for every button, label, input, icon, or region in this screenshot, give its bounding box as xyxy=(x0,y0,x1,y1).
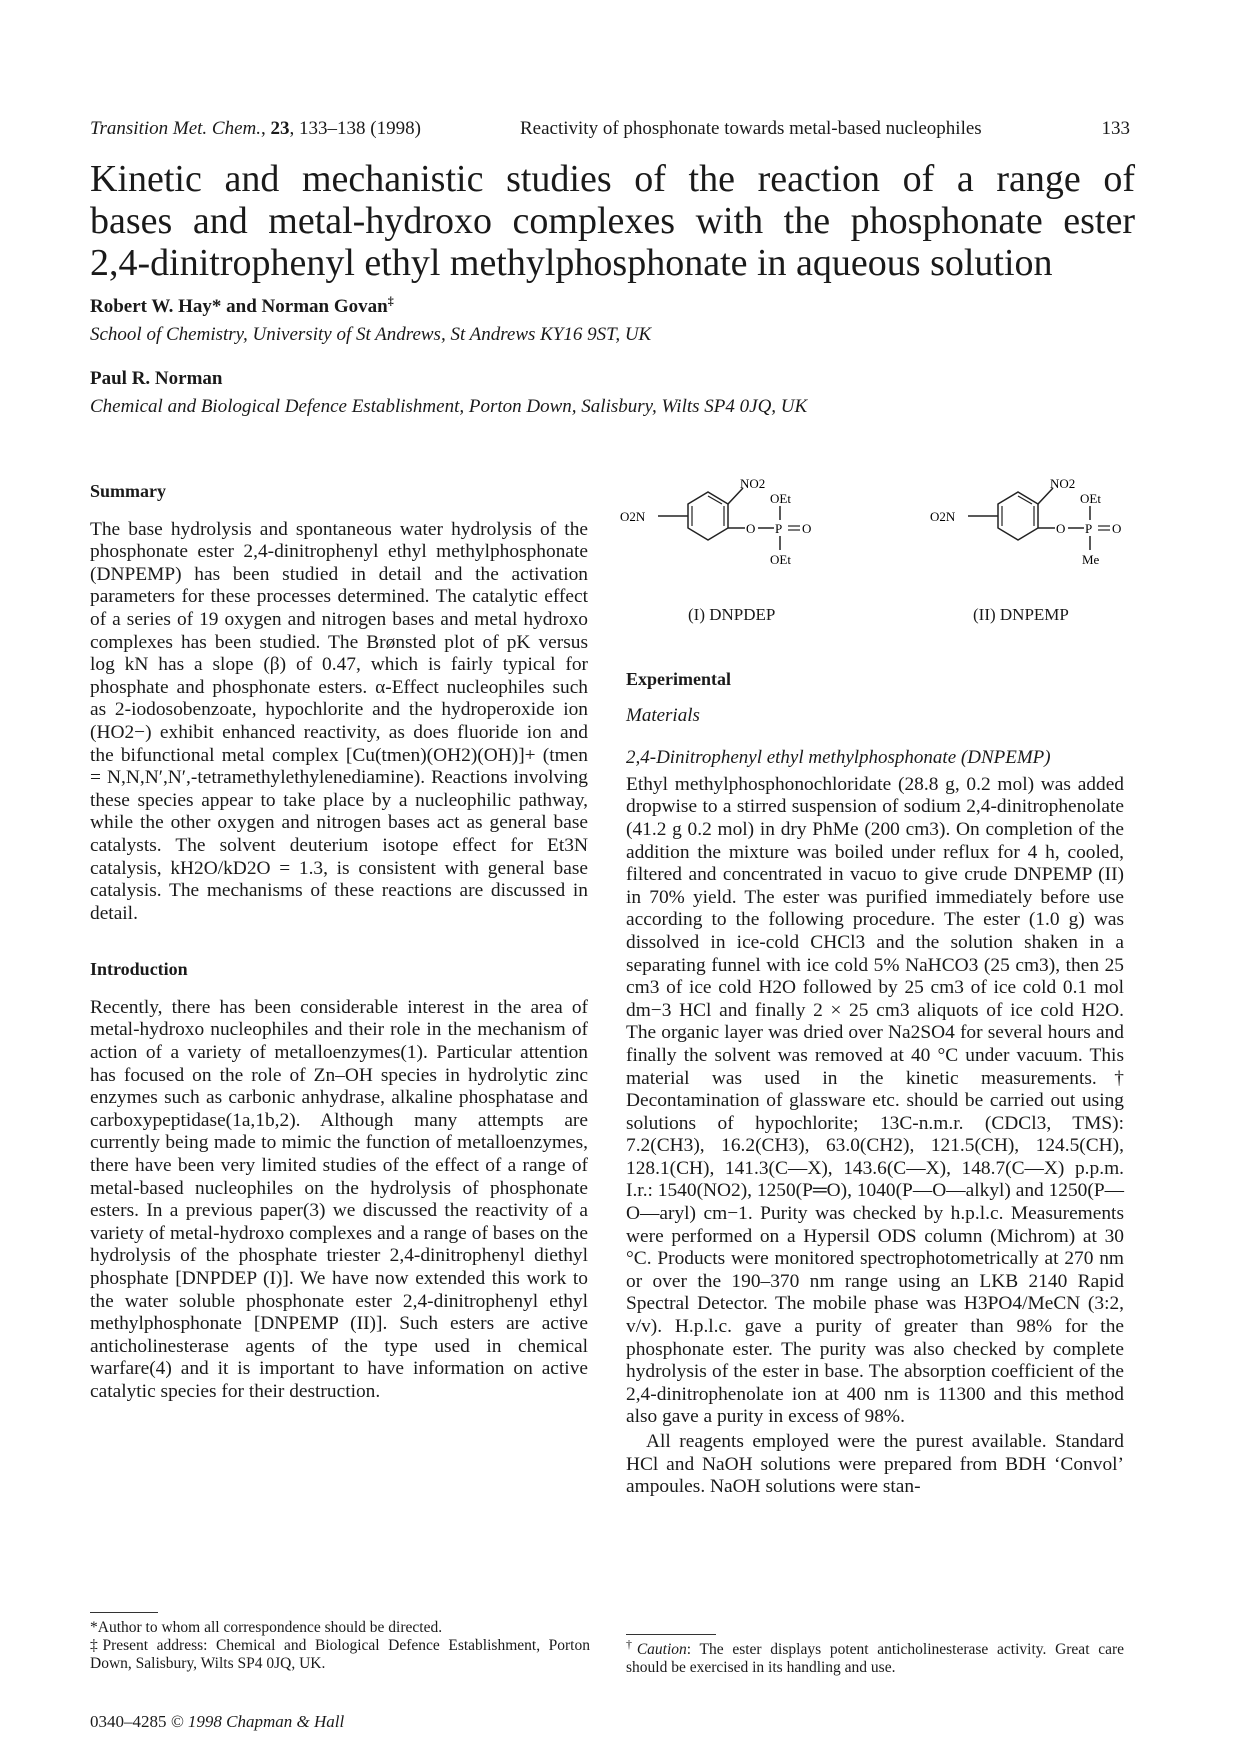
introduction-text: Recently, there has been considerable interest in the area of metal-hydroxo nucleophiles and their role in the mechanism of action of a variety of metalloenzymes(1). Particular attention has focused on the role of Zn–OH species in hydrolytic zinc enzymes such as carbonic anhydrase, alkaline phosphatase and carboxypeptidase(1a,1b,2). Although many attempts are currently being made to mimic the function of metalloenzymes, there have been very limited studies of the effect of a range of metal-based nucleophiles on the hydrolysis of phosphonate esters. In a previous paper(3) we discussed the reactivity of a variety of metal-hydroxo complexes and a range of bases on the hydrolysis of the phosphate triester 2,4-dinitrophenyl diethyl phosphate [DNPDEP (I)]. We have now extended this work to the water soluble phosphonate ester 2,4-dinitrophenyl ethyl methylphosphonate [DNPEMP (II)]. Such esters are active anticholinesterase agents of the type used in chemical warfare(4) and it is important to have information on active catalytic species for their destruction. xyxy=(90,996,588,1402)
caution-label: Caution xyxy=(636,1641,687,1658)
structure-1-caption: (I) DNPDEP xyxy=(688,605,776,624)
citation: Transition Met. Chem., 23, 133–138 (1998) xyxy=(90,118,421,139)
title-line: Kinetic and mechanistic studies of the reaction of a range of xyxy=(90,158,1135,200)
po-label: O xyxy=(802,521,812,536)
oet-label: OEt xyxy=(770,552,791,567)
structure-dnpdep-drawing xyxy=(608,476,828,576)
ester-o-label: O xyxy=(1056,521,1066,536)
footnote-right xyxy=(626,1636,1125,1677)
structure-2-caption: (II) DNPEMP xyxy=(973,605,1069,624)
materials-heading: Materials xyxy=(626,704,700,726)
author-group-2: Paul R. Norman xyxy=(90,368,223,389)
footnote-rule-right xyxy=(626,1634,716,1635)
summary-heading: Summary xyxy=(90,481,166,501)
page-number: 133 xyxy=(1101,118,1130,139)
footnote-rule-left xyxy=(90,1612,158,1613)
footnote-correspondence: *Author to whom all correspondence should be directed. xyxy=(90,1619,443,1636)
running-title: Reactivity of phosphonate towards metal-based nucleophiles xyxy=(520,118,982,139)
o2n-label: O2N xyxy=(930,509,956,524)
oet-label: OEt xyxy=(1080,491,1101,506)
title-line: 2,4-dinitrophenyl ethyl methylphosphonate in aqueous solution xyxy=(90,242,1053,284)
me-label: Me xyxy=(1082,552,1100,567)
footnote-present-address: ‡Present address: Chemical and Biological Defence Establishment, Porton Down, Salisbury, Wilts SP4 0JQ, UK. xyxy=(90,1637,590,1672)
o2n-label: O2N xyxy=(620,509,646,524)
footnotes-left xyxy=(90,1619,590,1673)
copyright: © 1998 Chapman & Hall xyxy=(170,1712,345,1731)
compound-heading: 2,4-Dinitrophenyl ethyl methylphosphonate (DNPEMP) xyxy=(626,747,1051,769)
volume: 23 xyxy=(270,118,290,139)
experimental-paragraph-2: All reagents employed were the purest available. Standard HCl and NaOH solutions were prepared from BDH ‘Convol’ ampoules. NaOH solutions were stan- xyxy=(626,1431,1124,1498)
summary-text: The base hydrolysis and spontaneous water hydrolysis of the phosphonate ester 2,4-dinitrophenyl ethyl methylphosphonate (DNPEMP) has been studied in detail and the activation parameters for these processes determined. The catalytic effect of a series of 19 oxygen and nitrogen bases and metal hydroxo complexes has been studied. The Brønsted plot of pK versus log kN has a slope (β) of 0.47, which is fairly typical for phosphate and phosphonate esters. α-Effect nucleophiles such as 2-iodosobenzoate, hypochlorite and the hydroperoxide ion (HO2−) exhibit enhanced reactivity, as does fluoride ion and the bifunctional metal complex [Cu(tmen)(OH2)(OH)]+ (tmen = N,N,N′,N′,-tetramethylethylenediamine). Reactions involving these species appear to take place by a nucleophilic pathway, while the other oxygen and nitrogen bases act as general base catalysts. The solvent deuterium isotope effect for Et3N catalysis, kH2O/kD2O = 1.3, is consistent with general base catalysis. The mechanisms of these reactions are discussed in detail. xyxy=(90,518,588,924)
introduction-heading: Introduction xyxy=(90,959,188,980)
pages-year: , 133–138 (1998) xyxy=(289,118,421,139)
no2-label: NO2 xyxy=(1050,476,1076,491)
experimental-paragraph-1: Ethyl methylphosphonochloridate (28.8 g, 0.2 mol) was added dropwise to a stirred suspension of sodium 2,4-dinitrophenolate (41.2 g 0.2 mol) in dry PhMe (200 cm3). On completion of the addition the mixture was boiled under reflux for 4 h, cooled, filtered and concentrated in vacuo to give crude DNPEMP (II) in 70% yield. The ester was purified immediately before use according to the following procedure. The ester (1.0 g) was dissolved in ice-cold CHCl3 and the solution shaken in a separating funnel with ice cold 5% NaHCO3 (25 cm3), then 25 cm3 of ice cold H2O followed by 25 cm3 of ice cold 0.1 mol dm−3 HCl and finally 2 × 25 cm3 aliquots of ice cold H2O. The organic layer was dried over Na2SO4 for several hours and finally the solvent was removed at 40 °C under vacuum. This material was used in the kinetic measurements.† Decontamination of glassware etc. should be carried out using solutions of hypochlorite; 13C-n.m.r. (CDCl3, TMS): 7.2(CH3), 16.2(CH3), 63.0(CH2), 121.5(CH), 124.5(CH), 128.1(CH), 141.3(C—X), 143.6(C—X), 148.7(C—X) p.p.m. I.r.: 1540(NO2), 1250(P═O), 1040(P—O—alkyl) and 1250(P—O—aryl) cm−1. Purity was checked by h.p.l.c. Measurements were performed on a Hypersil ODS column (Michrom) at 30 °C. Products were monitored spectrophotometrically at 270 nm or over the 190–370 nm range using an LKB 2140 Rapid Spectral Detector. The mobile phase was H3PO4/MeCN (3:2, v/v). H.p.l.c. gave a purity of greater than 98% for the phosphonate ester. The purity was also checked by complete hydrolysis of the ester in base. The absorption coefficient of the 2,4-dinitrophenolate ion at 400 nm is 11300 and this method also gave a purity in excess of 98%. xyxy=(626,773,1124,1428)
no2-label: NO2 xyxy=(740,476,766,491)
copyright-line xyxy=(90,1712,344,1732)
affiliation-2: Chemical and Biological Defence Establishment, Porton Down, Salisbury, Wilts SP4 0JQ, UK xyxy=(90,396,808,417)
footnote-caution: †Caution: The ester displays potent anticholinesterase activity. Great care should be exercised in its handling and use. xyxy=(626,1636,1125,1676)
oet-label: OEt xyxy=(770,491,791,506)
ester-o-label: O xyxy=(746,521,756,536)
structure-dnpemp xyxy=(918,476,1138,576)
footnote-mark: ‡ xyxy=(387,293,394,308)
structure-dnpdep xyxy=(608,476,828,576)
article-title xyxy=(90,158,1135,284)
affiliation-1: School of Chemistry, University of St Andrews, St Andrews KY16 9ST, UK xyxy=(90,324,652,345)
left-column xyxy=(90,480,588,1404)
po-label: O xyxy=(1112,521,1122,536)
title-line: bases and metal-hydroxo complexes with the phosphonate ester xyxy=(90,200,1135,242)
issn: 0340–4285 xyxy=(90,1712,167,1731)
journal-name: Transition Met. Chem. xyxy=(90,118,262,139)
right-column xyxy=(626,668,1124,1499)
structure-dnpemp-drawing xyxy=(918,476,1138,576)
p-label: P xyxy=(1085,521,1093,536)
experimental-heading: Experimental xyxy=(626,669,731,689)
p-label: P xyxy=(775,521,783,536)
author-group-1: Robert W. Hay* and Norman Govan‡ xyxy=(90,293,394,317)
caution-text: : The ester displays potent anticholinesterase activity. Great care should be exercised in its handling and use. xyxy=(626,1641,1125,1676)
